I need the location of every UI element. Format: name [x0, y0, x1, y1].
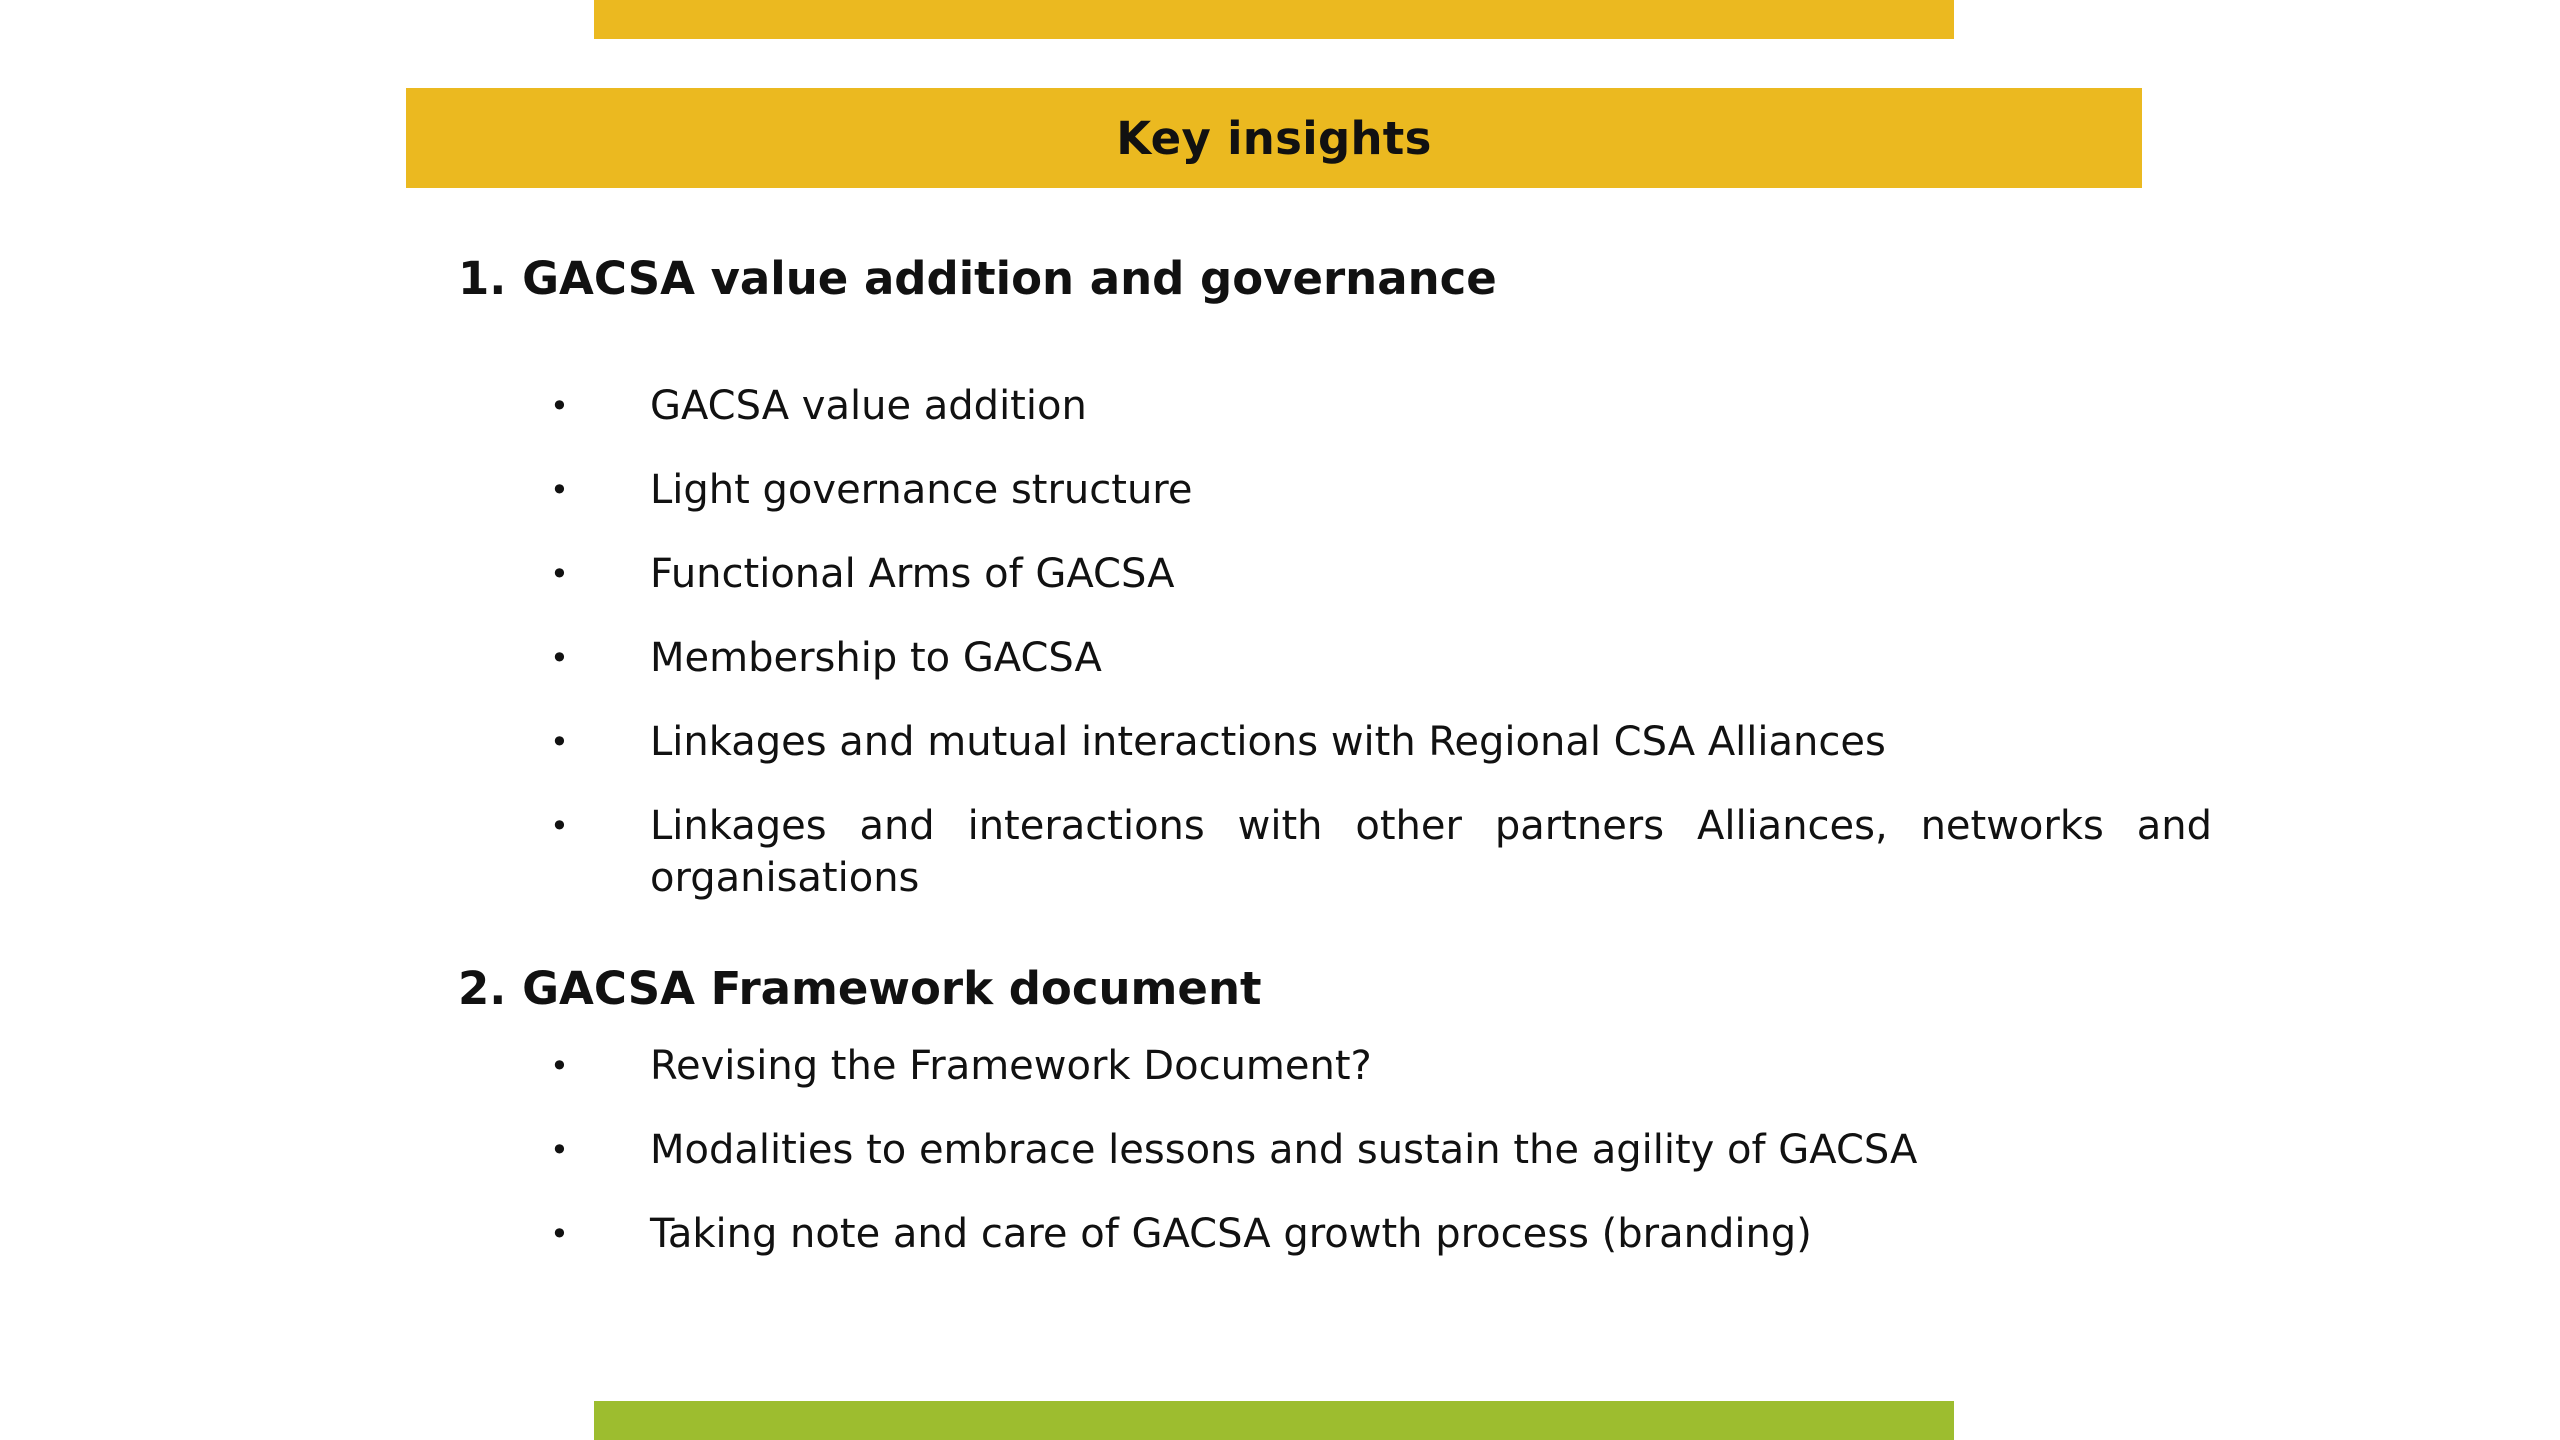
list-item [550, 800, 2212, 904]
list-item-text: Revising the Framework Document? [650, 1043, 1372, 1089]
bullet-icon: • [550, 807, 569, 845]
list-item-text: Light governance structure [650, 467, 1193, 513]
list-item-text: Functional Arms of GACSA [650, 551, 1175, 597]
bottom-accent-bar [594, 1401, 1954, 1440]
list-item [550, 716, 2212, 768]
bullet-icon: • [550, 1215, 569, 1253]
list-item [550, 548, 2212, 600]
title-banner [406, 88, 2142, 188]
list-item [550, 464, 2212, 516]
list-item [550, 380, 2212, 432]
top-accent-bar [594, 0, 1954, 39]
page-title: Key insights [1116, 111, 1432, 165]
list-item-text: Membership to GACSA [650, 635, 1102, 681]
bullet-icon: • [550, 387, 569, 425]
section-heading-2: 2. GACSA Framework document [458, 962, 1262, 1015]
list-item [550, 632, 2212, 684]
bullet-icon: • [550, 471, 569, 509]
list-item [550, 1040, 2212, 1092]
bullet-icon: • [550, 1131, 569, 1169]
list-item-text: Modalities to embrace lessons and sustain the agility of GACSA [650, 1127, 1918, 1173]
list-item [550, 1208, 2212, 1260]
list-item [550, 1124, 2212, 1176]
list-item-text: Linkages and mutual interactions with Regional CSA Alliances [650, 719, 1886, 765]
list-item-text: Taking note and care of GACSA growth process (branding) [650, 1211, 1812, 1257]
bullet-icon: • [550, 639, 569, 677]
list-item-text: Linkages and interactions with other partners Alliances, networks and organisations [650, 803, 2212, 901]
list-item-text: GACSA value addition [650, 383, 1087, 429]
bullet-icon: • [550, 723, 569, 761]
bullet-icon: • [550, 555, 569, 593]
section-heading-1: 1. GACSA value addition and governance [458, 252, 1497, 305]
bullet-icon: • [550, 1047, 569, 1085]
